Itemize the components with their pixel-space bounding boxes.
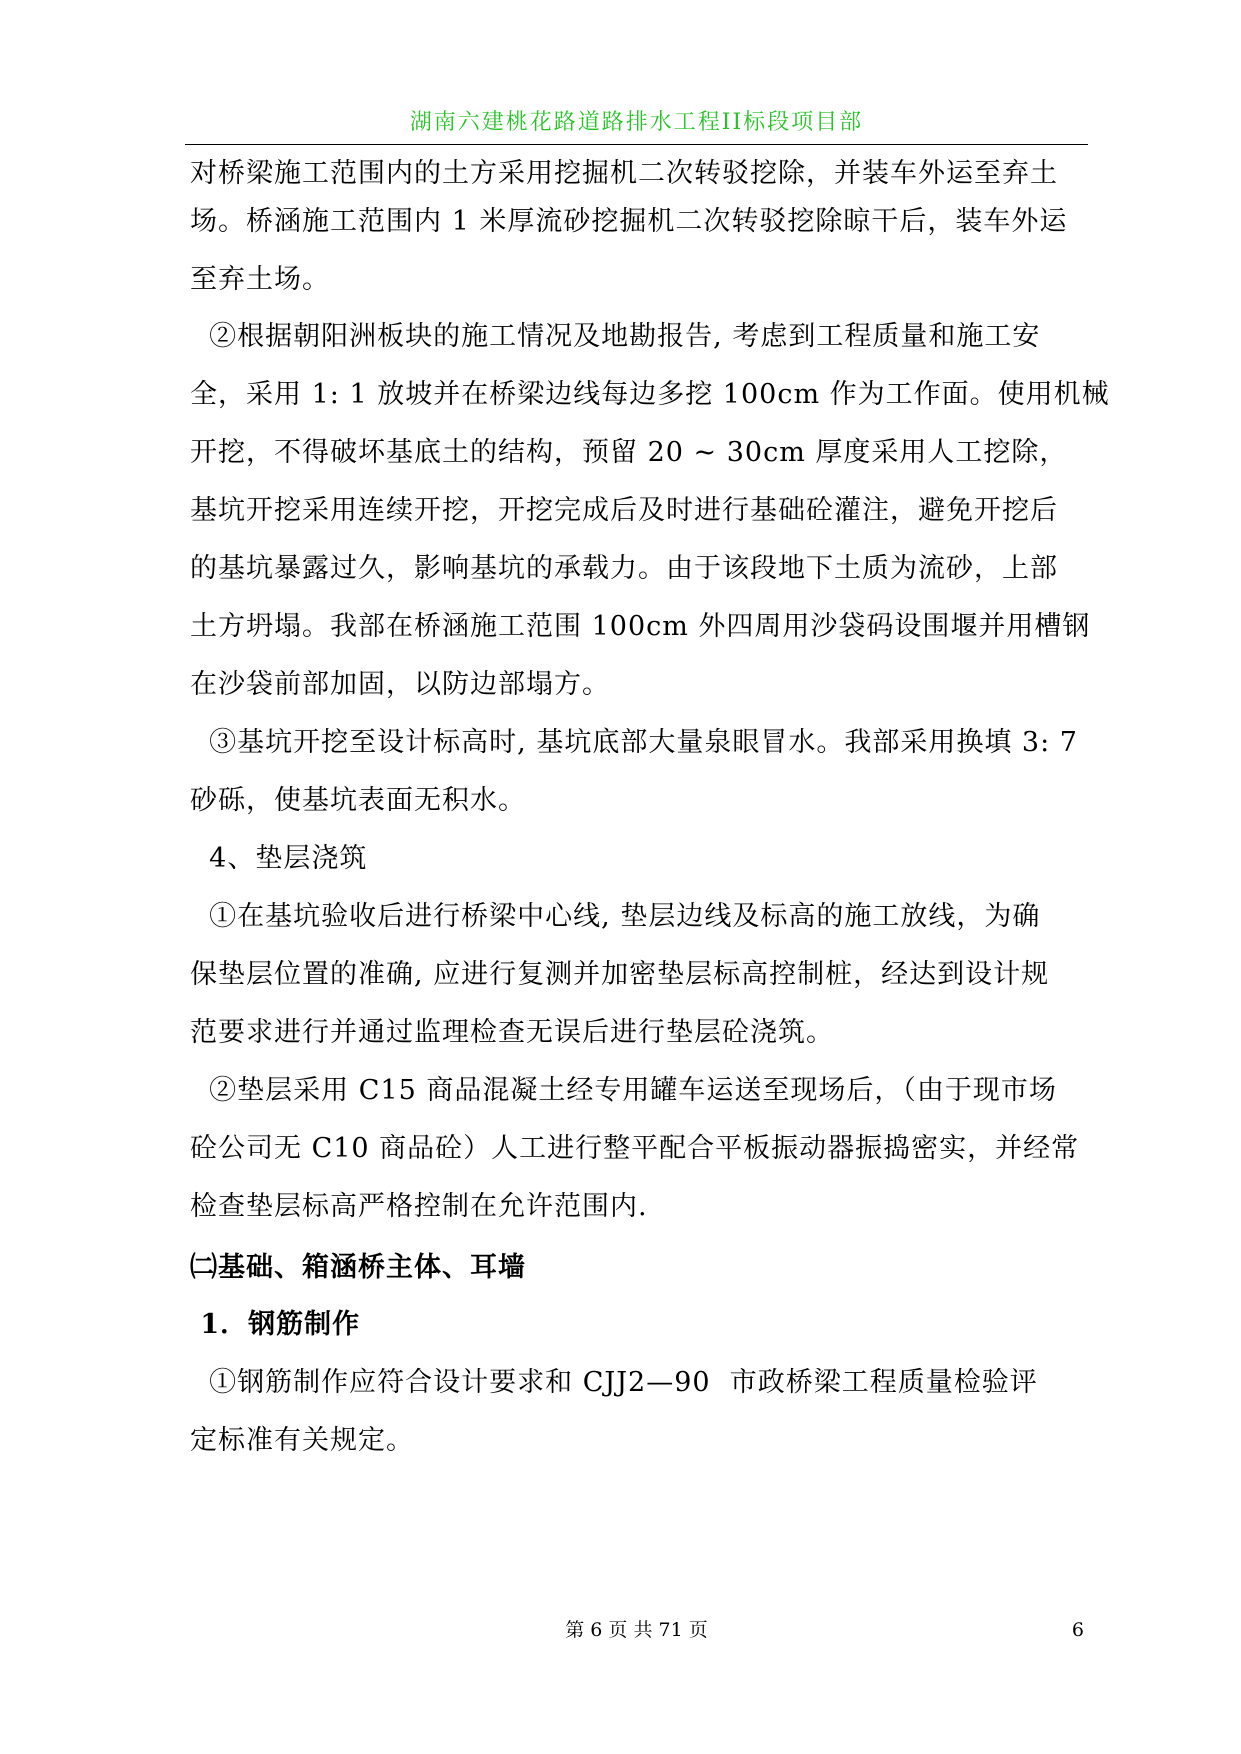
- footer-page-label: 第 6 页 共 71 页: [565, 1619, 708, 1641]
- paragraph-line: ②根据朝阳洲板块的施工情况及地勘报告, 考虑到工程质量和施工安: [190, 321, 1041, 352]
- page-header-title: 湖南六建桃花路道路排水工程II标段项目部: [409, 110, 864, 135]
- paragraph-line: 检查垫层标高严格控制在允许范围内.: [190, 1191, 648, 1222]
- paragraph-line: 开挖，不得破坏基底土的结构，预留 20 ~ 30cm 厚度采用人工挖除，: [190, 437, 1068, 468]
- paragraph-line: ①钢筋制作应符合设计要求和 CJJ2—90 市政桥梁工程质量检验评: [190, 1367, 1038, 1398]
- paragraph-line: ②垫层采用 C15 商品混凝土经专用罐车运送至现场后，（由于现市场: [190, 1075, 1057, 1106]
- paragraph-line: 基坑开挖采用连续开挖，开挖完成后及时进行基础砼灌注，避免开挖后: [190, 495, 1058, 526]
- paragraph-line: 全，采用 1: 1 放坡并在桥梁边线每边多挖 100cm 作为工作面。使用机械: [190, 379, 1110, 410]
- paragraph-line: 保垫层位置的准确, 应进行复测并加密垫层标高控制桩，经达到设计规: [190, 959, 1050, 990]
- page-footer: [185, 1616, 1088, 1644]
- paragraph-line: 定标准有关规定。: [190, 1425, 414, 1456]
- section-heading: ㈡基础、箱涵桥主体、耳墙: [190, 1252, 526, 1283]
- paragraph-line: 的基坑暴露过久，影响基坑的承载力。由于该段地下土质为流砂，上部: [190, 553, 1058, 584]
- paragraph-line: 砂砾，使基坑表面无积水。: [190, 785, 526, 816]
- paragraph-line: 范要求进行并通过监理检查无误后进行垫层砼浇筑。: [190, 1017, 834, 1048]
- paragraph-line: 土方坍塌。我部在桥涵施工范围 100cm 外四周用沙袋码设围堰并用槽钢: [190, 611, 1091, 642]
- paragraph-line: 至弃土场。: [190, 264, 330, 295]
- paragraph-line: 在沙袋前部加固，以防边部塌方。: [190, 669, 610, 700]
- paragraph-line: ①在基坑验收后进行桥梁中心线, 垫层边线及标高的施工放线，为确: [190, 901, 1041, 932]
- paragraph-line: ③基坑开挖至设计标高时, 基坑底部大量泉眼冒水。我部采用换填 3: 7: [190, 727, 1078, 758]
- paragraph-line: 砼公司无 C10 商品砼）人工进行整平配合平板振动器振捣密实，并经常: [190, 1133, 1080, 1164]
- page-header: [185, 108, 1088, 145]
- footer-page-number: 6: [1071, 1619, 1084, 1641]
- subsection-heading: 1．钢筋制作: [190, 1309, 361, 1340]
- paragraph-line: 对桥梁施工范围内的土方采用挖掘机二次转驳挖除，并装车外运至弃土: [190, 158, 1058, 189]
- paragraph-line: 4、垫层浇筑: [190, 843, 368, 874]
- paragraph-line: 场。桥涵施工范围内 1 米厚流砂挖掘机二次转驳挖除晾干后，装车外运: [190, 206, 1068, 237]
